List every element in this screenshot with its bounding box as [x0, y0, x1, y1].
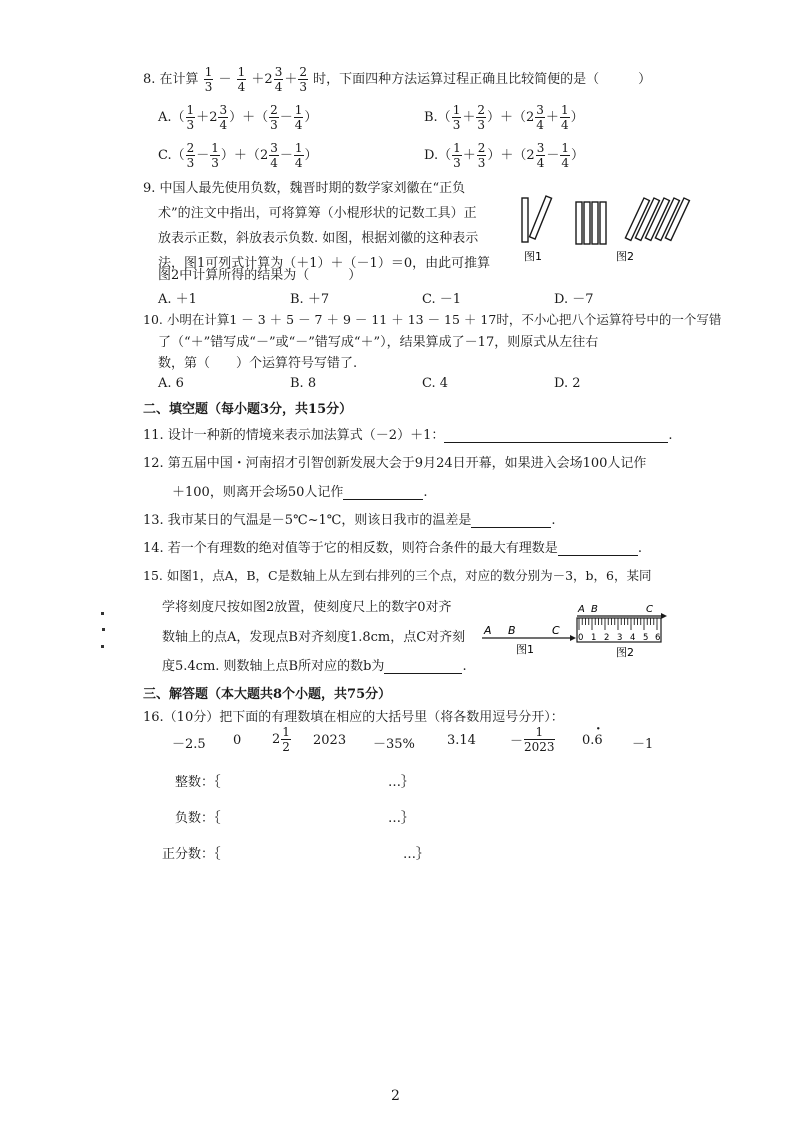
q16-number-n3: 2 $\frac{1}{2}$: [272, 725, 290, 754]
point-a-label: A: [578, 604, 585, 615]
point-c-label: C: [552, 624, 560, 637]
q11: 11. 设计一种新的情境来表示加法算式（－2）＋1： .: [143, 428, 673, 443]
arrow-head-icon: [661, 613, 667, 619]
margin-mark: [101, 645, 104, 648]
rod-upright: [522, 198, 528, 242]
q16-number-n7: － $\frac{1}{2023}$: [510, 725, 555, 754]
rod-upright: [600, 202, 606, 244]
arrow-head-icon: [570, 635, 576, 641]
q10-line3: 数，第（ ）个运算符号写错了.: [158, 356, 358, 371]
section-solve-heading: 三、解答题（本大题共8个小题，共75分）: [143, 687, 392, 702]
q16-negatives-answer-area[interactable]: [215, 801, 385, 823]
q10-option-c[interactable]: C. 4: [422, 376, 449, 391]
q12-line1: 12. 第五届中国・河南招才引智创新发展大会于9月24日开幕，如果进入会场100人记作: [143, 456, 647, 471]
point-a-label: A: [484, 624, 492, 637]
q12-answer-blank[interactable]: [343, 487, 423, 500]
page-number: 2: [391, 1088, 400, 1104]
q16-integers-close: …｝: [388, 775, 415, 790]
q9-fig2-caption: 图2: [616, 250, 634, 263]
q13: 13. 我市某日的气温是－5℃~1℃，则该日我市的温差是 .: [143, 513, 556, 528]
q16-integers-answer-area[interactable]: [215, 765, 385, 787]
q8-stem: 8. 在计算 $\frac{1}{3}$ － $\frac{1}{4}$ ＋2 $\frac{3}{4}$ ＋ $\frac{2}{3}$ 时，下面四种方法运算过程正确且比较简便的是（ ）: [143, 65, 652, 94]
q10-option-a[interactable]: A. 6: [158, 376, 184, 391]
q16-posfrac-close: …｝: [403, 847, 430, 862]
q16-number-n6: 3.14: [447, 733, 476, 748]
q12-line2: ＋100，则离开会场50人记作 .: [172, 485, 428, 500]
q16-posfrac-answer-area[interactable]: [228, 837, 400, 859]
rod-upright: [584, 202, 590, 244]
q16-negatives-label: 负数：｛: [175, 811, 221, 826]
q10-option-b[interactable]: B. 8: [290, 376, 317, 391]
q16-number-n8: 0.6: [582, 733, 603, 748]
q9-option-b[interactable]: B. ＋7: [290, 292, 330, 307]
q16-number-n5: －35%: [373, 737, 415, 752]
q9-line3: 放表示正数，斜放表示负数. 如图，根据刘徽的这种表示: [158, 231, 479, 246]
ruler-ticks: [579, 618, 657, 630]
q9-line2: 术”的注文中指出，可将算筹（小棍形状的记数工具）正: [158, 206, 477, 221]
q9-option-a[interactable]: A. ＋1: [158, 292, 197, 307]
ruler-label: 1: [591, 633, 597, 643]
q15-line4: 度5.4cm. 则数轴上点B所对应的数b为 .: [162, 659, 467, 674]
margin-mark: [101, 612, 104, 615]
q13-answer-blank[interactable]: [471, 515, 551, 528]
q16-number-n1: －2.5: [172, 737, 206, 752]
q9-line1: 9. 中国人最先使用负数，魏晋时期的数学家刘徽在“正负: [143, 181, 466, 196]
q9-line4: 法，图1可列式计算为（＋1）＋（－1）＝0，由此可推算: [158, 256, 491, 271]
q15-fig1-caption: 图1: [516, 643, 534, 656]
section-fill-in-heading: 二、填空题（每小题3分，共15分）: [143, 402, 353, 417]
q8-option-d[interactable]: D.（ $\frac{1}{3}$ ＋ $\frac{2}{3}$ ）＋（2 $\frac{3}{4}$ － $\frac{1}{4}$ ）: [424, 141, 584, 170]
point-b-label: B: [508, 624, 516, 637]
q16-number-n9: －1: [632, 737, 654, 752]
q15-line3: 数轴上的点A，发现点B对齐刻度1.8cm，点C对齐刻: [162, 630, 466, 645]
q9-counting-rods-figure: [516, 188, 696, 266]
q16-stem: 16.（10分）把下面的有理数填在相应的大括号里（将各数用逗号分开）：: [143, 710, 564, 725]
q16-repeating-dot: ·: [596, 722, 601, 737]
q16-posfrac-label: 正分数：｛: [162, 847, 221, 862]
ruler-label: 0: [578, 633, 584, 643]
q16-integers-label: 整数：｛: [175, 775, 221, 790]
q8-option-a[interactable]: A.（ $\frac{1}{3}$ ＋2 $\frac{3}{4}$ ）＋（ $\frac{2}{3}$ － $\frac{1}{4}$ ）: [158, 103, 318, 132]
q14: 14. 若一个有理数的绝对值等于它的相反数，则符合条件的最大有理数是 .: [143, 541, 642, 556]
q16-number-n2: 0: [233, 733, 242, 748]
q9-fig1-caption: 图1: [524, 250, 542, 263]
q8-option-b[interactable]: B.（ $\frac{1}{3}$ ＋ $\frac{2}{3}$ ）＋（2 $\frac{3}{4}$ ＋ $\frac{1}{4}$ ）: [424, 103, 584, 132]
q16-negatives-close: …｝: [388, 811, 415, 826]
rod-upright: [592, 202, 598, 244]
q15-fig2-caption: 图2: [616, 646, 634, 659]
q15-answer-blank[interactable]: [384, 661, 462, 674]
q10-line1: 10. 小明在计算1 － 3 ＋ 5 － 7 ＋ 9 － 11 ＋ 13 － 15 ＋ 17时，不小心把八个运算符号中的一个写错: [143, 312, 722, 327]
q8-option-c[interactable]: C.（ $\frac{2}{3}$ － $\frac{1}{3}$ ）＋（2 $\frac{3}{4}$ － $\frac{1}{4}$ ）: [158, 141, 318, 170]
ruler-label: 4: [630, 633, 636, 643]
margin-mark: [102, 628, 105, 631]
q9-option-d[interactable]: D. －7: [554, 292, 594, 307]
q11-answer-blank[interactable]: [444, 430, 668, 443]
q9-option-c[interactable]: C. －1: [422, 292, 462, 307]
rod-upright: [576, 202, 582, 244]
q9-line5: 图2中计算所得的结果为（ ）: [158, 268, 362, 283]
ruler-label: 3: [617, 633, 623, 643]
q14-answer-blank[interactable]: [558, 543, 638, 556]
q16-number-n4: 2023: [313, 733, 347, 748]
ruler-label: 2: [604, 633, 610, 643]
q15-line2: 学将刻度尺按如图2放置，使刻度尺上的数字0对齐: [162, 600, 452, 615]
point-c-label: C: [646, 604, 653, 615]
point-b-label: B: [591, 604, 598, 615]
rod-slanted: [530, 196, 552, 239]
ruler-label: 6: [655, 633, 661, 643]
q10-line2: 了（“＋”错写成“－”或“－”错写成“＋”），结果算成了－17，则原式从左往右: [158, 335, 599, 350]
ruler-label: 5: [643, 633, 649, 643]
q15-figure: [478, 600, 668, 664]
q15-line1: 15. 如图1，点A，B，C是数轴上从左到右排列的三个点，对应的数分别为－3，b，6，某同: [143, 568, 652, 583]
q10-option-d[interactable]: D. 2: [554, 376, 581, 391]
